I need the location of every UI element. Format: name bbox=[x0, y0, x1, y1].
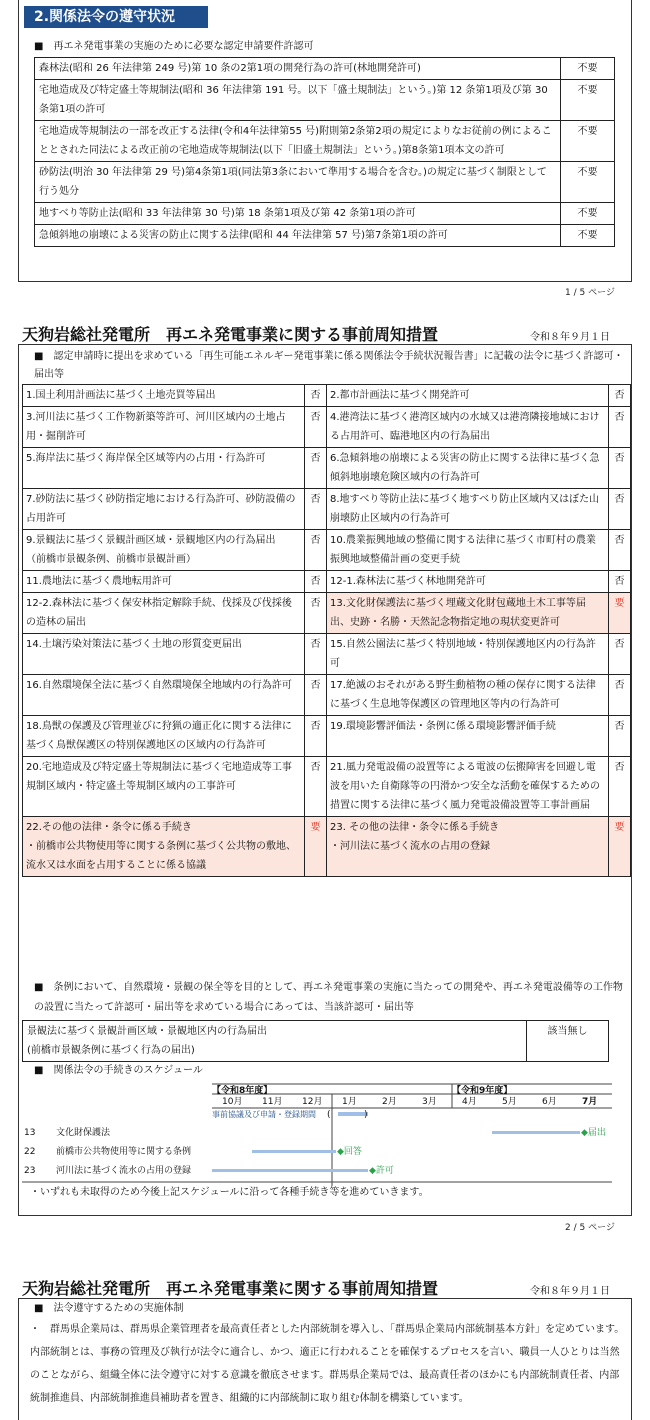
month-label: 4月 bbox=[462, 1097, 477, 1107]
law-item-right: 6.急傾斜地の崩壊による災害の防止に関する法律に基づく急傾斜地崩壊危険区域内の行為許可 bbox=[327, 448, 609, 489]
law-mark-left: 否 bbox=[305, 716, 327, 757]
permit-row bbox=[35, 80, 615, 121]
law-grid-row bbox=[23, 593, 631, 634]
month-label: 7月 bbox=[582, 1097, 598, 1107]
schedule-row-no: 22 bbox=[24, 1147, 36, 1157]
law-item-left: 18.鳥獣の保護及び管理並びに狩猟の適正化に関する法律に基づく鳥獣保護区の特別保護地区の区域内の行為許可 bbox=[23, 716, 305, 757]
schedule-bar bbox=[212, 1169, 368, 1172]
month-label: 6月 bbox=[542, 1097, 557, 1107]
law-mark-right: 否 bbox=[609, 675, 631, 716]
schedule-bar bbox=[492, 1131, 580, 1134]
permit-row bbox=[35, 225, 615, 247]
permit-row bbox=[35, 162, 615, 203]
law-grid-row bbox=[23, 489, 631, 530]
ordinance-table bbox=[22, 1020, 609, 1062]
schedule-bar bbox=[252, 1150, 336, 1153]
law-item-left: 12-2.森林法に基づく保安林指定解除手続、伐採及び伐採後の造林の届出 bbox=[23, 593, 305, 634]
section-title: 2.関係法令の遵守状況 bbox=[24, 6, 208, 28]
page3-date: 令和８年９月１日 bbox=[530, 1286, 610, 1297]
law-item-right: 13.文化財保護法に基づく埋蔵文化財包蔵地土木工事等届出、史跡・名勝・天然記念物指定地の現状変更許可 bbox=[327, 593, 609, 634]
month-label: 11月 bbox=[262, 1097, 283, 1107]
page2-bullet1: ■ 認定申請時に提出を求めている「再生可能エネルギー発電事業に係る関係法令手続状況報告書」に記載の法令に基づく許認可・届出等 bbox=[34, 351, 624, 380]
law-mark-left: 否 bbox=[305, 489, 327, 530]
permit-law: 宅地造成及び特定盛土等規制法(昭和 36 年法律第 191 号。以下「盛土規制法」という。)第 12 条第1項及び第 30 条第1項の許可 bbox=[35, 80, 561, 121]
law-item-right: 8.地すべり等防止法に基づく地すべり防止区域内又はぼた山崩壊防止区域内の行為許可 bbox=[327, 489, 609, 530]
law-mark-left: 否 bbox=[305, 407, 327, 448]
page2-number: 2 / 5 ページ bbox=[565, 1223, 615, 1233]
law-item-left: 20.宅地造成及び特定盛土等規制法に基づく宅地造成等工事規制区域内・特定盛土等規制区域内の工事許可 bbox=[23, 757, 305, 817]
law-grid-row bbox=[23, 757, 631, 817]
permit-law: 地すべり等防止法(昭和 33 年法律第 30 号)第 18 条第1項及び第 42 条第1項の許可 bbox=[35, 203, 561, 225]
permit-row bbox=[35, 58, 615, 80]
month-label: 10月 bbox=[222, 1097, 243, 1107]
month-label: 12月 bbox=[302, 1097, 323, 1107]
schedule-chart bbox=[22, 1082, 630, 1186]
law-grid-row bbox=[23, 407, 631, 448]
schedule-row-name: 河川法に基づく流水の占用の登録 bbox=[56, 1166, 192, 1176]
law-mark-left: 否 bbox=[305, 757, 327, 817]
law-mark-left: 否 bbox=[305, 593, 327, 634]
law-item-left: 7.砂防法に基づく砂防指定地における行為許可、砂防設備の占用許可 bbox=[23, 489, 305, 530]
law-mark-right: 否 bbox=[609, 385, 631, 407]
schedule-row-name: 前橋市公共物使用等に関する条例 bbox=[56, 1147, 192, 1157]
law-mark-left: 要 bbox=[305, 817, 327, 877]
law-item-left: 14.土壌汚染対策法に基づく土地の形質変更届出 bbox=[23, 634, 305, 675]
page2-footer-note: ・いずれも未取得のため今後上記スケジュールに沿って各種手続き等を進めていきます。 bbox=[30, 1187, 429, 1198]
law-mark-right: 要 bbox=[609, 817, 631, 877]
page3-title: 天狗岩総社発電所 再エネ発電事業に関する事前周知措置 bbox=[22, 1279, 439, 1298]
law-grid-row bbox=[23, 530, 631, 571]
schedule-milestone: ◆回答 bbox=[337, 1147, 362, 1157]
law-mark-left: 否 bbox=[305, 385, 327, 407]
law-mark-right: 否 bbox=[609, 407, 631, 448]
schedule-note: 事前協議及び申請・登録期間 bbox=[212, 1110, 316, 1119]
permit-status: 不要 bbox=[561, 121, 615, 162]
law-item-left: 9.景観法に基づく景観計画区域・景観地区内の行為届出 （前橋市景観条例、前橋市景観計画） bbox=[23, 530, 305, 571]
law-mark-left: 否 bbox=[305, 448, 327, 489]
law-item-right: 19.環境影響評価法・条例に係る環境影響評価手続 bbox=[327, 716, 609, 757]
law-item-left: 22.その他の法律・条令に係る手続き ・前橋市公共物使用等に関する条例に基づく公共物の敷地、流水又は水面を占用することに係る協議 bbox=[23, 817, 305, 877]
schedule-milestone: ◆許可 bbox=[369, 1166, 394, 1176]
law-mark-right: 要 bbox=[609, 593, 631, 634]
law-grid bbox=[22, 384, 631, 877]
law-mark-left: 否 bbox=[305, 530, 327, 571]
law-grid-row bbox=[23, 448, 631, 489]
permit-status: 不要 bbox=[561, 80, 615, 121]
law-item-left: 1.国土利用計画法に基づく土地売買等届出 bbox=[23, 385, 305, 407]
law-mark-right: 否 bbox=[609, 489, 631, 530]
law-item-left: 3.河川法に基づく工作物新築等許可、河川区域内の土地占用・掘削許可 bbox=[23, 407, 305, 448]
page3-bullet: ■ 法令遵守するための実施体制 bbox=[34, 1303, 184, 1314]
schedule-milestone: ◆届出 bbox=[581, 1128, 606, 1138]
year1-label: 【令和8年度】 bbox=[212, 1086, 273, 1096]
law-item-right: 15.自然公園法に基づく特別地域・特別保護地区内の行為許可 bbox=[327, 634, 609, 675]
permit-table bbox=[34, 57, 615, 247]
schedule-row-name: 文化財保護法 bbox=[56, 1128, 111, 1138]
law-item-right: 23. その他の法律・条令に係る手続き ・河川法に基づく流水の占用の登録 bbox=[327, 817, 609, 877]
month-label: 3月 bbox=[422, 1097, 437, 1107]
law-grid-row bbox=[23, 571, 631, 593]
law-item-right: 21.風力発電設備の設置等による電波の伝搬障害を回避し電波を用いた自衛隊等の円滑かつ安全な活動を確保するための措置に関する法律に基づく風力発電設備設置等工事計画届 bbox=[327, 757, 609, 817]
permit-law: 急傾斜地の崩壊による災害の防止に関する法律(昭和 44 年法律第 57 号)第7条第1項の許可 bbox=[35, 225, 561, 247]
law-mark-right: 否 bbox=[609, 757, 631, 817]
year2-label: 【令和9年度】 bbox=[452, 1086, 513, 1096]
permit-row bbox=[35, 121, 615, 162]
permit-law: 砂防法(明治 30 年法律第 29 号)第4条第1項(同法第3条において準用する場合を含む。)の規定に基づく制限として行う処分 bbox=[35, 162, 561, 203]
permit-law: 森林法(昭和 26 年法律第 249 号)第 10 条の2第1項の開発行為の許可(林地開発許可) bbox=[35, 58, 561, 80]
law-item-right: 12-1.森林法に基づく林地開発許可 bbox=[327, 571, 609, 593]
ordinance-status: 該当無し bbox=[527, 1021, 609, 1062]
law-mark-left: 否 bbox=[305, 571, 327, 593]
law-grid-row bbox=[23, 716, 631, 757]
law-mark-right: 否 bbox=[609, 716, 631, 757]
law-item-left: 5.海岸法に基づく海岸保全区域等内の占用・行為許可 bbox=[23, 448, 305, 489]
permit-status: 不要 bbox=[561, 58, 615, 80]
permit-law: 宅地造成等規制法の一部を改正する法律(令和4年法律第55 号)附則第2条第2項の規定によりなお従前の例によることとされた同法による改正前の宅地造成等規制法(以下「旧盛土規制法」という。)第8条第1項本文の許可 bbox=[35, 121, 561, 162]
page2-date: 令和８年９月１日 bbox=[530, 332, 610, 343]
law-mark-right: 否 bbox=[609, 448, 631, 489]
month-label: 2月 bbox=[382, 1097, 397, 1107]
law-mark-left: 否 bbox=[305, 675, 327, 716]
law-mark-right: 否 bbox=[609, 530, 631, 571]
page2-bullet2: ■ 条例において、自然環境・景観の保全等を目的として、再エネ発電事業の実施に当たっての開発や、再エネ発電設備等の工作物の設置に当たって許認可・届出等を求めている場合にあっては、当該許認可・届出等 bbox=[34, 982, 623, 1013]
month-label: 1月 bbox=[342, 1097, 357, 1107]
ordinance-law: 景観法に基づく景観計画区域・景観地区内の行為届出 (前橋市景観条例に基づく行為の届出) bbox=[23, 1021, 527, 1062]
note-paren-close: ) bbox=[364, 1110, 368, 1120]
schedule-row-no: 23 bbox=[24, 1166, 36, 1176]
permit-status: 不要 bbox=[561, 225, 615, 247]
page1-number: 1 / 5 ページ bbox=[565, 288, 615, 298]
law-item-right: 17.絶滅のおそれがある野生動植物の種の保存に関する法律に基づく生息地等保護区の管理地区等内の行為許可 bbox=[327, 675, 609, 716]
law-mark-left: 否 bbox=[305, 634, 327, 675]
note-paren-open: ( bbox=[327, 1110, 331, 1120]
law-item-left: 16.自然環境保全法に基づく自然環境保全地域内の行為許可 bbox=[23, 675, 305, 716]
permit-status: 不要 bbox=[561, 162, 615, 203]
law-item-right: 10.農業振興地域の整備に関する法律に基づく市町村の農業振興地域整備計画の変更手続 bbox=[327, 530, 609, 571]
law-grid-row bbox=[23, 634, 631, 675]
page2-bullet3: ■ 関係法令の手続きのスケジュール bbox=[34, 1065, 203, 1076]
schedule-row-no: 13 bbox=[24, 1128, 36, 1138]
law-mark-right: 否 bbox=[609, 571, 631, 593]
law-mark-right: 否 bbox=[609, 634, 631, 675]
law-grid-row bbox=[23, 817, 631, 877]
law-grid-row bbox=[23, 675, 631, 716]
permit-row bbox=[35, 203, 615, 225]
page1-bullet: ■ 再エネ発電事業の実施のために必要な認定申請要件許認可 bbox=[34, 41, 314, 52]
law-item-right: 2.都市計画法に基づく開発許可 bbox=[327, 385, 609, 407]
page2-title: 天狗岩総社発電所 再エネ発電事業に関する事前周知措置 bbox=[22, 325, 439, 344]
month-label: 5月 bbox=[502, 1097, 517, 1107]
page3-paragraph: ・ 群馬県企業局は、群馬県企業管理者を最高責任者とした内部統制を導入し、「群馬県企業局内部統制基本方針」を定めています。内部統制とは、事務の管理及び執行が法令に適合し、かつ、適正に行われることを確保するプロセスを言い、職員一人ひとりは当然のことながら、組織全体に法令遵守に対する意識を徹底させます。群馬県企業局では、最高責任者のほかにも内部統制責任者、内部統制推進員、内部統制推進員補助者を置き、組織的に内部統制に取り組む体制を構築しています。 bbox=[30, 1324, 625, 1404]
law-grid-row bbox=[23, 385, 631, 407]
law-item-right: 4.港湾法に基づく港湾区域内の水域又は港湾隣接地域における占用許可、臨港地区内の行為届出 bbox=[327, 407, 609, 448]
permit-status: 不要 bbox=[561, 203, 615, 225]
law-item-left: 11.農地法に基づく農地転用許可 bbox=[23, 571, 305, 593]
